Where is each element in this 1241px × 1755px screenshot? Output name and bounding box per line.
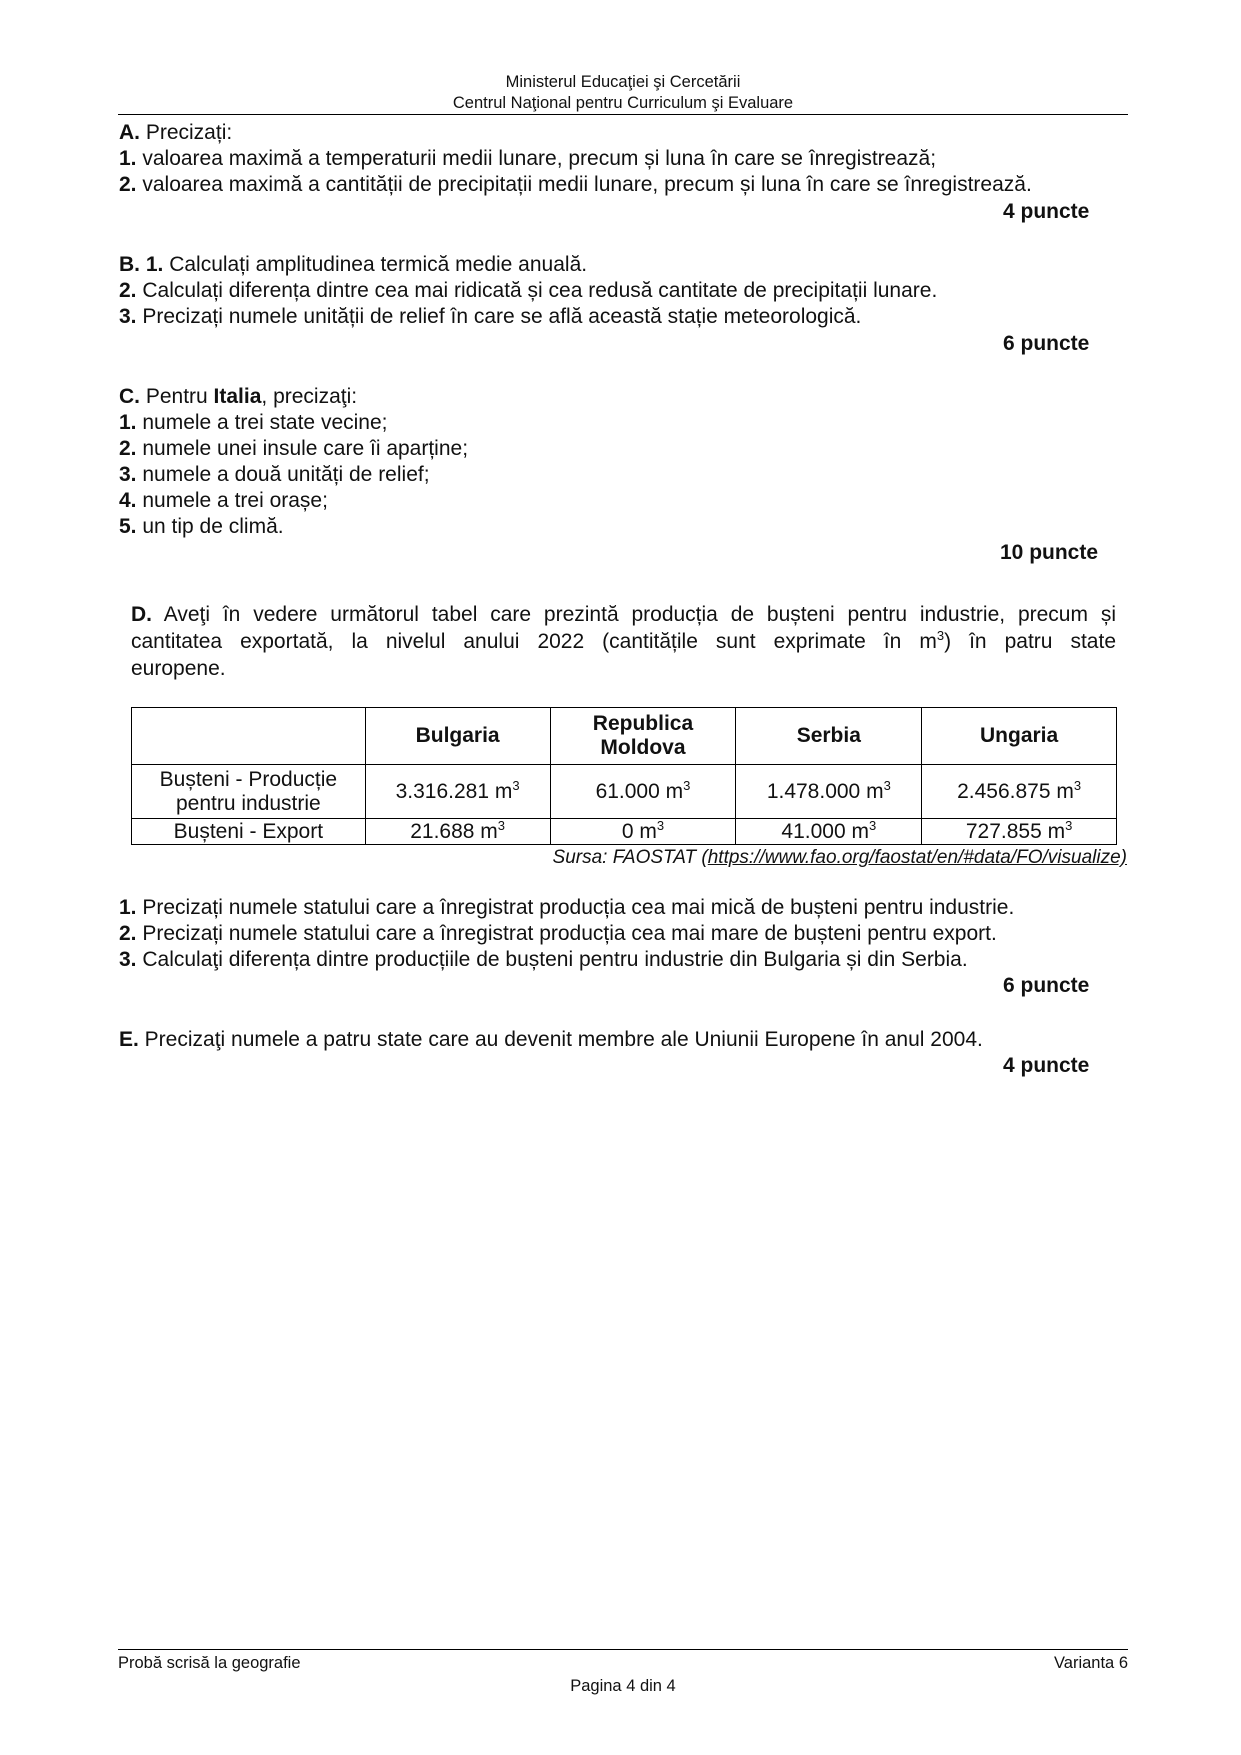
section-d-item: 1. Precizați numele statului care a înregistrat producția cea mai mică de bușteni pentru industrie. (119, 896, 1015, 919)
section-b-item: 2. Calculați diferența dintre cea mai ridicată și cea redusă cantitate de precipitații lunare. (119, 279, 938, 302)
table-cell: 21.688 $m^3$ (365, 819, 550, 845)
section-a-item: 2. valoarea maximă a cantității de precipitații medii lunare, precum și luna în care se înregistrează. (119, 173, 1032, 196)
table-header-cell: Republica Moldova (550, 708, 736, 765)
footer-rule (118, 1649, 1128, 1650)
table-header-cell: Bulgaria (365, 708, 550, 765)
table-source: Sursa: FAOSTAT (https://www.fao.org/faostat/en/#data/FO/visualize) (552, 847, 1127, 868)
table-cell: 41.000 $m^3$ (736, 819, 922, 845)
section-d-intro-line2: cantitatea exportată, la nivelul anului 2022 (cantitățile sunt exprimate în $m^3$) în patru state (131, 628, 1116, 653)
page-number: Pagina 4 din 4 (570, 1677, 676, 1695)
section-c-item: 4. numele a trei orașe; (119, 489, 328, 512)
section-c-item: 2. numele unei insule care îi aparține; (119, 437, 469, 460)
table-cell: 1.478.000 $m^3$ (736, 765, 922, 819)
section-c-item: 5. un tip de climă. (119, 515, 284, 538)
table-header-row (132, 708, 1117, 765)
section-a-item: 1. valoarea maximă a temperaturii medii lunare, precum și luna în care se înregistrează; (119, 147, 937, 170)
section-b-item: B. 1. Calculați amplitudinea termică medie anuală. (119, 253, 588, 276)
table-cell: 3.316.281 $m^3$ (365, 765, 550, 819)
header-center: Centrul Naţional pentru Curriculum şi Evaluare (452, 94, 794, 112)
table-cell: 2.456.875 $m^3$ (922, 765, 1117, 819)
source-link[interactable]: https://www.fao.org/faostat/en/#data/FO/visualize) (707, 847, 1127, 868)
section-d-intro-line1: D. Aveţi în vedere următorul tabel care prezintă producția de bușteni pentru industrie, precum și (131, 603, 1116, 626)
table-row (132, 765, 1117, 819)
table-row-label: Bușteni - Producție pentru industrie (132, 765, 366, 819)
header-rule (118, 114, 1128, 115)
table-cell: 0 $m^3$ (550, 819, 736, 845)
section-c-item: 3. numele a două unități de relief; (119, 463, 430, 486)
section-e-points: 4 puncte (1003, 1054, 1090, 1077)
header-ministry: Ministerul Educaţiei şi Cercetării (505, 73, 741, 91)
section-d-item: 2. Precizați numele statului care a înregistrat producția cea mai mare de bușteni pentru export. (119, 922, 997, 945)
footer-variant: Varianta 6 (1054, 1654, 1128, 1672)
section-a-intro: A. Precizați: (119, 121, 233, 144)
table-row (132, 819, 1117, 845)
section-c-points: 10 puncte (1000, 541, 1099, 564)
section-e-text: E. Precizaţi numele a patru state care au devenit membre ale Uniunii Europene în anul 2004. (119, 1028, 983, 1051)
section-d-intro-line3: europene. (131, 657, 226, 680)
section-b-points: 6 puncte (1003, 332, 1090, 355)
section-c-intro: C. Pentru Italia, precizaţi: (119, 385, 358, 408)
table-cell: 727.855 $m^3$ (922, 819, 1117, 845)
table-row-label: Bușteni - Export (132, 819, 366, 845)
section-d-points: 6 puncte (1003, 974, 1090, 997)
production-table (131, 707, 1117, 845)
section-c-item: 1. numele a trei state vecine; (119, 411, 388, 434)
footer-exam-title: Probă scrisă la geografie (118, 1654, 301, 1672)
table-header-cell: Ungaria (922, 708, 1117, 765)
table-corner-cell (132, 708, 366, 765)
section-a-points: 4 puncte (1003, 200, 1090, 223)
table-header-cell: Serbia (736, 708, 922, 765)
table-cell: 61.000 $m^3$ (550, 765, 736, 819)
section-d-item: 3. Calculaţi diferența dintre producțiile de bușteni pentru industrie din Bulgaria și din Serbia. (119, 948, 968, 971)
section-b-item: 3. Precizați numele unității de relief în care se află această stație meteorologică. (119, 305, 862, 328)
